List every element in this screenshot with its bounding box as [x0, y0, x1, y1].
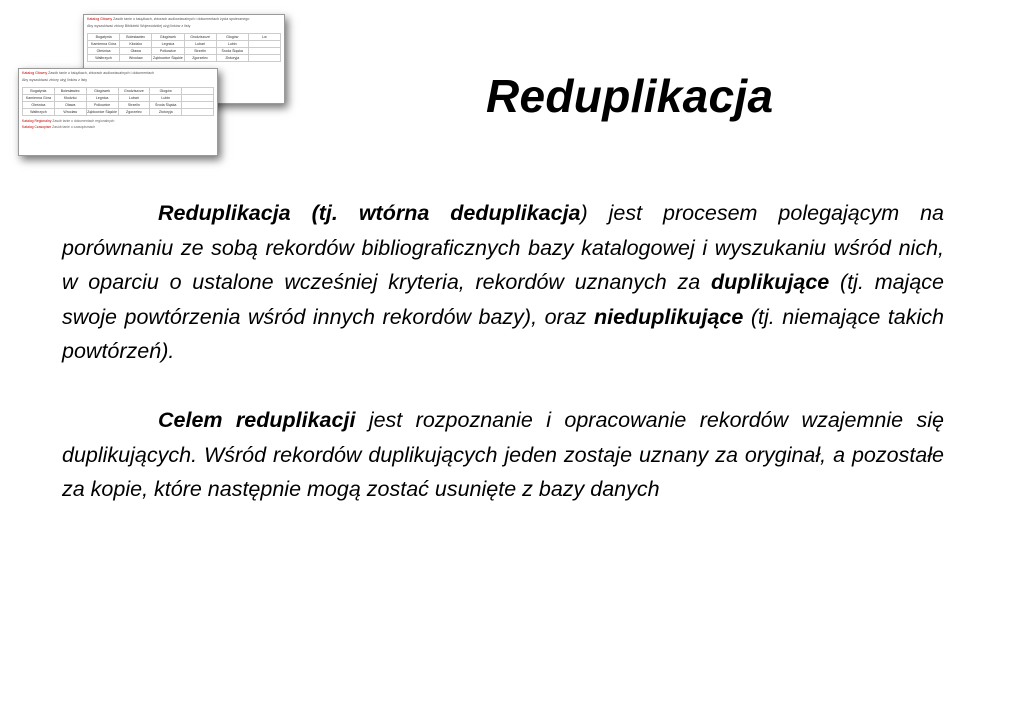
thumbnail-grid-cell: Grodziszcze: [119, 88, 151, 95]
thumbnail-grid-cell: Polkowice: [152, 48, 184, 55]
thumbnail-grid-cell: Oława: [120, 48, 152, 55]
thumbnail-grid-cell: Głogówek: [87, 88, 119, 95]
definition-text: (tj. mające swoje powtórzenia wśród innych rekordów bazy), oraz: [62, 270, 944, 329]
thumbnail-grid-cell: Zgorzelec: [119, 109, 151, 116]
thumbnail-grid-cell: Zgorzelec: [185, 55, 217, 62]
thumbnail-grid-cell: Bogatynia: [23, 88, 55, 95]
thumbnail-grid-cell: Legnica: [152, 41, 184, 48]
slide-body: [62, 196, 944, 507]
slide-title: Reduplikacja: [486, 70, 774, 122]
thumbnail-grid-cell: Wałbrzych: [88, 55, 120, 62]
thumbnail-header-link: Katalog Główny: [87, 17, 113, 21]
thumbnail-grid-cell: Kłodzko: [120, 41, 152, 48]
thumbnail-footer-text: Zasób tanie o dokumentach regionalnych: [52, 119, 115, 123]
term-nieduplikujace: nieduplikujące: [593, 304, 744, 329]
thumbnail-grid-cell: Lw: [249, 34, 281, 41]
thumbnail-grid-cell: Lubań: [119, 95, 151, 102]
thumbnail-grid-cell: Ząbkowice Śląskie: [87, 110, 117, 114]
thumbnail-grid-cell: Strzelin: [119, 102, 151, 109]
thumbnail-grid-cell: [249, 41, 281, 48]
thumbnail-header-link: Katalog Główny: [22, 71, 48, 75]
thumbnail-grid-cell: Grodziszcze: [185, 34, 217, 41]
thumbnail-header: [84, 15, 284, 22]
thumbnail-grid-cell: Bogatynia: [88, 34, 120, 41]
paragraph-definition: [62, 196, 944, 369]
thumbnail-grid-cell: Złotoryja: [150, 109, 182, 116]
thumbnail-grid-cell: Środa Śląska: [150, 102, 182, 109]
thumbnail-grid-cell: Legnica: [87, 95, 119, 102]
thumbnail-grid-cell: Bolesławiec: [120, 34, 152, 41]
thumbnail-grid-cell: Kamienna Góra: [88, 41, 120, 48]
thumbnail-grid-cell: [182, 88, 214, 95]
thumbnail-grid-cell: Oleśnica: [88, 48, 120, 55]
thumbnail-grid-cell: Złotoryja: [217, 55, 249, 62]
thumbnail-grid-cell: Ząbkowice Śląskie: [153, 56, 183, 60]
thumbnail-grid-cell: Wrocław: [55, 109, 87, 116]
term-duplikujace: duplikujące: [710, 270, 830, 295]
thumbnail-grid-cell: Głogów: [217, 34, 249, 41]
thumbnail-header-text: Zasób tanie o książkach, zbiorach audiowizualnych i dokumentach: [48, 71, 155, 75]
thumbnail-grid-cell: Głogów: [150, 88, 182, 95]
thumbnail-grid-cell: Kamienna Góra: [23, 95, 55, 102]
goal-text: jest rozpoznanie i opracowanie rekordów wzajemnie się duplikujących. Wśród rekordów duplikujących jeden zostaje uznany za oryginał, a pozostałe za kopie, które następnie mogą zostać usunięte z bazy danych: [62, 407, 944, 502]
thumbnail-grid-cell: Bolesławiec: [55, 88, 87, 95]
thumbnail-grid-cell: [182, 95, 214, 102]
thumbnail-grid-cell: [182, 102, 214, 109]
thumbnail-grid-cell: [249, 48, 281, 55]
thumbnail-grid-cell: Wrocław: [120, 55, 152, 62]
thumbnail-footer-text: Zasób tanie o czasopismach: [52, 125, 96, 129]
thumbnail-grid-cell: Lubin: [150, 95, 182, 102]
thumbnail-header-line2: Aby wyszukiwać zbiory użyj linków z listy: [22, 78, 88, 82]
thumbnail-link-grid: [87, 33, 281, 62]
thumbnail-grid-cell: Polkowice: [87, 102, 119, 109]
catalog-screenshot-thumbnail-front: [18, 68, 218, 156]
paragraph-goal: [62, 403, 944, 507]
thumbnail-grid-cell: Środa Śląska: [217, 48, 249, 55]
thumbnail-grid-cell: [249, 55, 281, 62]
thumbnail-footer-line: [19, 124, 217, 130]
thumbnail-grid-cell: Wałbrzych: [23, 109, 55, 116]
thumbnail-footer-link: Katalog Czasopism: [22, 125, 52, 129]
thumbnail-grid-cell: Oleśnica: [23, 102, 55, 109]
definition-text: ) jest procesem polegającym na porównaniu ze sobą rekordów bibliograficznych bazy katalogowej i wyszukaniu wśród nich, w oparciu o ustalone wcześniej kryteria, rekordów uznanych za: [62, 201, 945, 295]
thumbnail-footer-link: Katalog Regionalny: [22, 119, 52, 123]
thumbnail-grid-cell: Lubin: [217, 41, 249, 48]
term-reduplikacja: Reduplikacja (tj. wtórna deduplikacja: [158, 201, 581, 225]
thumbnail-grid-cell: Oława: [55, 102, 87, 109]
thumbnail-header-text: Zasób tanie o książkach, zbiorach audiowizualnych i dokumentach życia społecznego: [113, 17, 250, 21]
thumbnail-grid-cell: [182, 109, 214, 116]
thumbnail-link-grid: [22, 87, 214, 116]
term-celem-reduplikacji: Celem reduplikacji: [158, 407, 356, 432]
thumbnail-header-line2: Aby wyszukiwać zbiory Biblioteki Wojewódzkiej użyj linków z listy: [87, 24, 191, 28]
thumbnail-header: [19, 69, 217, 76]
thumbnail-grid-cell: Strzelin: [185, 48, 217, 55]
thumbnail-grid-cell: Głogówek: [152, 34, 184, 41]
definition-text: (tj. niemające takich powtórzeń).: [62, 304, 944, 364]
thumbnail-grid-cell: Kłodzko: [55, 95, 87, 102]
thumbnail-grid-cell: Lubań: [185, 41, 217, 48]
